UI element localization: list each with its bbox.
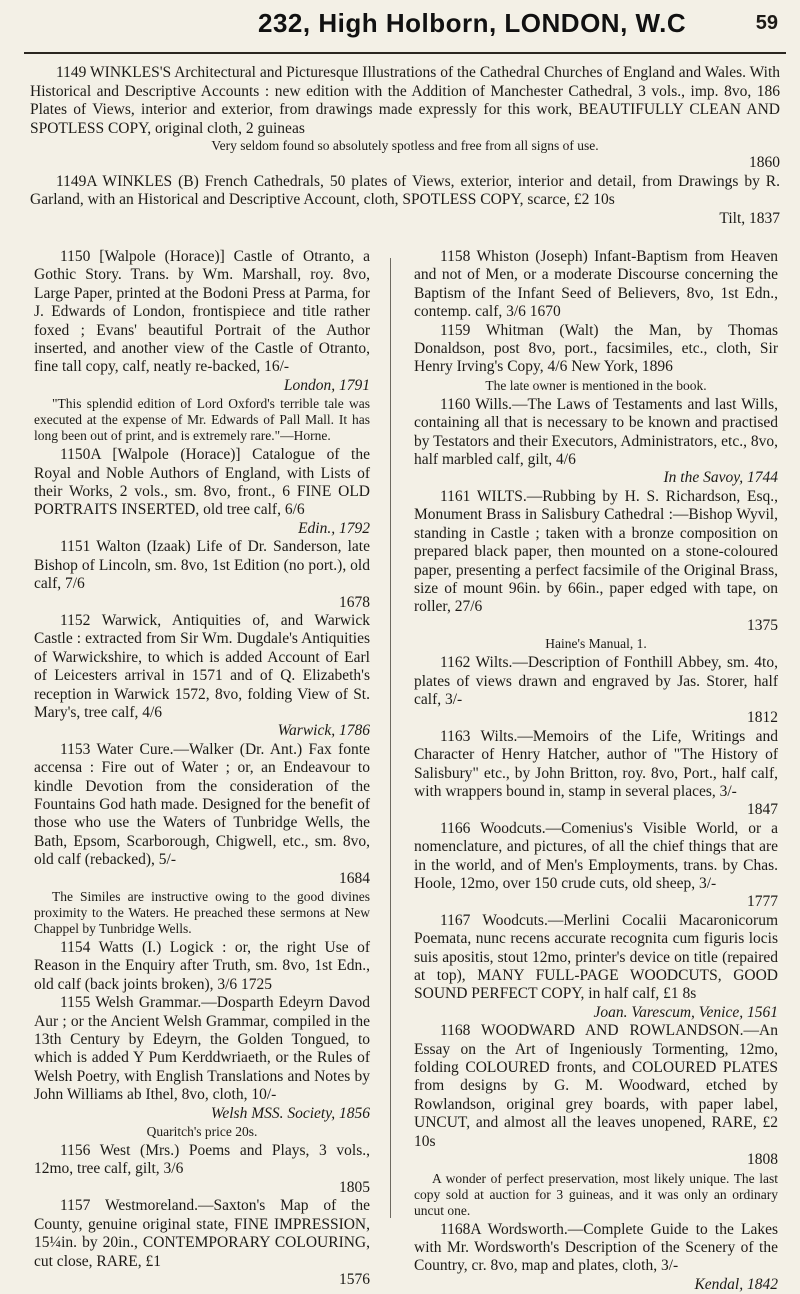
imprint-1160: In the Savoy, 1744 xyxy=(663,469,778,487)
date-1168: 1808 xyxy=(747,1151,778,1169)
entry-1156: 1156 West (Mrs.) Poems and Plays, 3 vols., 12mo, tree calf, gilt, 3/6 xyxy=(34,1142,370,1178)
date-1149: 1860 xyxy=(749,154,780,171)
entry-1167: 1167 Woodcuts.—Merlini Cocalii Macaronicorum Poemata, nunc recens accurate recognita cum figuris locis suis apositis, stout 12mo, printer's device on title (repaired at top), MANY FULL-PAGE WOODCUTS, GOOD SOUND PERFECT COPY, in half calf, £1 8s xyxy=(414,911,778,1003)
date-1151: 1678 xyxy=(339,593,370,611)
date-1156: 1805 xyxy=(339,1178,370,1196)
entry-1166: 1166 Woodcuts.—Comenius's Visible World, or a nomenclature, and pictures, of all the chief things that are in the world, and of Men's Employments, trans. by Chas. Hoole, 12mo, over 150 crude cuts, old sheep, 3/- xyxy=(414,819,778,892)
date-1161: 1375 xyxy=(747,616,778,634)
header-title: 232, High Holborn, LONDON, W.C xyxy=(258,8,687,38)
imprint-1152: Warwick, 1786 xyxy=(277,722,370,740)
date-1149a: Tilt, 1837 xyxy=(719,209,780,227)
imprint-1150: London, 1791 xyxy=(283,376,370,394)
entry-1150a: 1150A [Walpole (Horace)] Catalogue of the Royal and Noble Authors of England, with Lists of their Works, 2 vols., sm. 8vo, front., 6 FINE OLD PORTRAITS INSERTED, old tree calf, 6/6 xyxy=(34,446,370,519)
full-width-entries xyxy=(30,64,780,228)
entry-1154: 1154 Watts (I.) Logick : or, the right Use of Reason in the Enquiry after Truth, sm. 8vo, 1st Edn., old calf (back joints broken), 3/6 1725 xyxy=(34,939,370,993)
date-1157: 1576 xyxy=(339,1270,370,1288)
date-1153: 1684 xyxy=(339,869,370,887)
entry-1160: 1160 Wills.—The Laws of Testaments and last Wills, containing all that is necessary to be known and practised by Testators and their Executors, Administrators, etc., 8vo, half marbled calf, gilt, 4/6 xyxy=(414,395,778,469)
date-1162: 1812 xyxy=(747,709,778,727)
column-divider xyxy=(390,258,391,1218)
entry-1162: 1162 Wilts.—Description of Fonthill Abbey, sm. 4to, plates of views drawn and engraved by Jas. Storer, half calf, 3/- xyxy=(414,654,778,708)
entry-1168: 1168 WOODWARD AND ROWLANDSON.—An Essay on the Art of Ingeniously Tormenting, 12mo, folding COLOURED fronts, and COLOURED PLATES from designs by G. M. Woodward, etched by Rowlandson, original grey boards, with paper label, UNCUT, and almost all the leaves unopened, RARE, £2 10s xyxy=(414,1022,778,1150)
imprint-1155: Welsh MSS. Society, 1856 xyxy=(210,1104,370,1122)
imprint-1168a: Kendal, 1842 xyxy=(694,1275,778,1293)
left-column xyxy=(34,248,370,1289)
entry-1158: 1158 Whiston (Joseph) Infant-Baptism from Heaven and not of Men, or a moderate Discourse concerning the Baptism of the Infant Seed of Believers, 8vo, 1st Edn., contemp. calf, 3/6 1670 xyxy=(414,248,778,321)
entry-1150: 1150 [Walpole (Horace)] Castle of Otranto, a Gothic Story. Trans. by Wm. Marshall, roy. 8vo, Large Paper, printed at the Bodoni Press at Parma, for J. Edwards of London, frontispiece and title rather foxed ; Evans' beautiful Portrait of the Author inserted, and another view of the Castle of Otranto, fine tall copy, calf, neatly re-backed, 16/- xyxy=(34,248,370,376)
date-1163: 1847 xyxy=(747,801,778,819)
entry-1151: 1151 Walton (Izaak) Life of Dr. Sanderson, late Bishop of Lincoln, sm. 8vo, 1st Edition (no port.), old calf, 7/6 xyxy=(34,538,370,593)
note-1149: Very seldom found so absolutely spotless and free from all signs of use. xyxy=(211,138,599,153)
note-1155: Quaritch's price 20s. xyxy=(146,1124,258,1140)
entry-1149: 1149 WINKLES'S Architectural and Picturesque Illustrations of the Cathedral Churches of England and Wales. With Historical and Descriptive Accounts : new edition with the Addition of Manchester Cathedral, 3 vols., imp. 8vo, 186 Plates of Views, interior and exterior, from drawings made expressly for this work, BEAUTIFULLY CLEAN AND SPOTLESS COPY, original cloth, 2 guineas xyxy=(30,64,780,137)
note-1159: The late owner is mentioned in the book. xyxy=(485,377,707,393)
page-number: 59 xyxy=(755,12,778,34)
entry-1168a: 1168A Wordsworth.—Complete Guide to the Lakes with Mr. Wordsworth's Description of the Scenery of the Country, cr. 8vo, map and plates, cloth, 3/- xyxy=(414,1220,778,1275)
page-header xyxy=(0,0,800,62)
note-1168: A wonder of perfect preservation, most likely unique. The last copy sold at auction for 3 guineas, and it was only an ordinary uncut one. xyxy=(414,1170,778,1218)
entry-1155: 1155 Welsh Grammar.—Dosparth Edeyrn Davod Aur ; or the Ancient Welsh Grammar, compiled in the 13th Century by Edeyrn, the Golden Tongued, to which is added Y Pum Kerddwriaeth, or the Rules of Welsh Poetry, with English Translations and Notes by John Williams ab Ithel, 8vo, cloth, 10/- xyxy=(34,994,370,1104)
imprint-1150a: Edin., 1792 xyxy=(298,519,370,537)
entry-1163: 1163 Wilts.—Memoirs of the Life, Writings and Character of Henry Hatcher, author of "The History of Salisbury" etc., by John Britton, roy. 8vo, Port., half calf, with wrappers bound in, stamp in several places, 3/- xyxy=(414,727,778,800)
note-1153: The Similes are instructive owing to the good divines proximity to the Waters. He preached these sermons at New Chappel by Tunbridge Wells. xyxy=(34,889,370,936)
entry-1152: 1152 Warwick, Antiquities of, and Warwick Castle : extracted from Sir Wm. Dugdale's Antiquities of Warwickshire, to which is added Account of Earl of Leicesters arrival in 1571 and of Q. Elizabeth's reception in Warwick 1572, 8vo, folding View of St. Mary's, tree calf, 4/6 xyxy=(34,611,370,721)
imprint-1167: Joan. Varescum, Venice, 1561 xyxy=(593,1003,778,1021)
entry-1161: 1161 WILTS.—Rubbing by H. S. Richardson, Esq., Monument Brass in Salisbury Cathedral :—Bishop Wyvil, standing in Castle ; taken with a bronze composition on prepared black paper, then mounted on a stone-coloured paper, presenting a perfect facsimile of the Original Brass, size of mount 96in. by 66in., paper edged with tape, on roller, 27/6 xyxy=(414,487,778,616)
entry-1149a: 1149A WINKLES (B) French Cathedrals, 50 plates of Views, exterior, interior and detail, from Drawings by R. Garland, with an Historical and Descriptive Account, cloth, SPOTLESS COPY, scarce, £2 10s xyxy=(30,172,780,208)
date-1166: 1777 xyxy=(747,893,778,911)
note-1150: "This splendid edition of Lord Oxford's terrible tale was executed at the expense of Mr. Edwards of Pall Mall. It has long been out of print, and is extremely rare."—Horne. xyxy=(34,396,370,444)
entry-1153: 1153 Water Cure.—Walker (Dr. Ant.) Fax fonte accensa : Fire out of Water ; or, an Endeavour to kindle Devotion from the consideration of the Fountains God hath made. Designed for the benefit of those who use the Waters of Tunbridge Wells, the Bath, Epsom, Scarborough, Chigwell, etc., sm. 8vo, old calf (rebacked), 5/- xyxy=(34,740,370,869)
header-rule xyxy=(24,52,786,54)
note-1161: Haine's Manual, 1. xyxy=(545,636,647,652)
entry-1157: 1157 Westmoreland.—Saxton's Map of the County, genuine original state, FINE IMPRESSION, 15¼in. by 20in., CONTEMPORARY COLOURING, cut close, RARE, £1 xyxy=(34,1197,370,1270)
entry-1159: 1159 Whitman (Walt) the Man, by Thomas Donaldson, post 8vo, port., facsimiles, etc., cloth, Sir Henry Irving's Copy, 4/6 New York, 1896 xyxy=(414,321,778,376)
right-column xyxy=(414,248,778,1294)
